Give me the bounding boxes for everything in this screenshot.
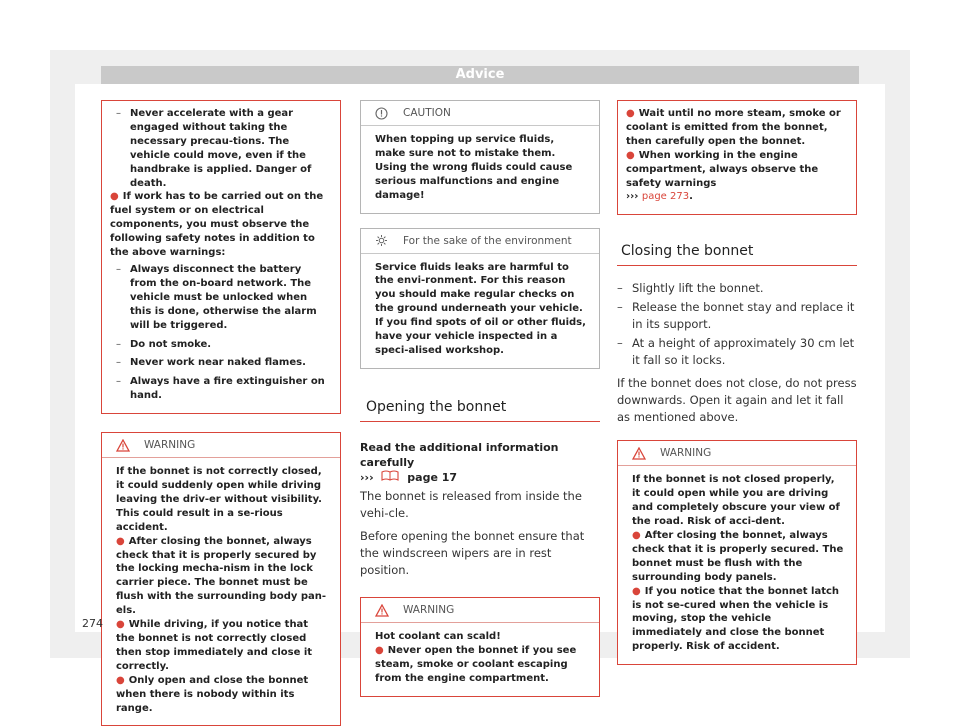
bullet-icon: ●	[632, 585, 641, 597]
warning-subitem: – Always disconnect the battery from the on-board network. The vehicle must be unlocked when this is done, otherwise the alarm will be triggered.	[116, 263, 330, 333]
warning-bullet: ● While driving, if you notice that the bonnet is not correctly closed then stop immediately and close it correctly.	[116, 619, 313, 672]
warning-bullet: ● Only open and close the bonnet when there is nobody within its range.	[116, 674, 309, 714]
warning-box	[617, 440, 857, 665]
environment-icon	[375, 234, 403, 247]
warning-bullet: ● If you notice that the bonnet latch is not se-cured when the vehicle is moving, stop the vehicle immediately and close the bonnet properly. Risk of accident.	[632, 585, 840, 653]
caution-circle-icon	[375, 107, 403, 120]
read-more: Read the additional information carefully	[360, 440, 559, 469]
paragraph: Before opening the bonnet ensure that the windscreen wipers are in rest position.	[360, 529, 585, 578]
warning-subitem: – Always have a fire extinguisher on hand.	[116, 375, 330, 403]
warning-subitem: – Never work near naked flames.	[116, 356, 330, 370]
caution-box	[360, 100, 600, 214]
warning-box	[101, 432, 341, 726]
warning-bullet: ● Wait until no more steam, smoke or coolant is emitted from the bonnet, then carefully open the bonnet.	[626, 108, 841, 147]
warning-header	[618, 441, 856, 466]
bullet-icon: ●	[116, 619, 125, 631]
column-3	[617, 100, 857, 665]
bullet-icon: ●	[116, 674, 125, 686]
step-item: – Slightly lift the bonnet.	[617, 280, 857, 297]
warning-bullet: ● After closing the bonnet, always check that it is properly secured. The bonnet must be flush with the surrounding body panels.	[632, 529, 844, 583]
book-icon	[381, 470, 399, 485]
warning-intro: If the bonnet is not closed properly, it could open while you are driving and completely obscure your view of the road. Risk of acci-dent.	[632, 474, 840, 528]
environment-header	[361, 229, 599, 254]
page-number: 274	[82, 617, 103, 630]
page-header: Advice	[101, 66, 859, 84]
caution-header	[361, 101, 599, 126]
bullet-icon: ●	[116, 535, 125, 547]
warning-triangle-icon	[375, 604, 403, 617]
paragraph: If the bonnet does not close, do not press downwards. Open it again and let it fall as mentioned above.	[617, 376, 857, 425]
warning-triangle-icon	[116, 439, 144, 452]
warning-box	[360, 597, 600, 697]
bullet-icon: ●	[626, 149, 635, 161]
warning-body	[618, 466, 856, 664]
section-heading-text: Closing the bonnet	[621, 243, 754, 260]
warning-header	[102, 433, 340, 458]
page-reference: page 273	[641, 191, 690, 203]
caution-title: CAUTION	[403, 107, 451, 119]
column-1	[101, 100, 341, 726]
section-body	[360, 440, 600, 580]
warning-subitem: – Do not smoke.	[116, 338, 330, 352]
step-item: – Release the bonnet stay and replace it in its support.	[617, 299, 857, 333]
bullet-icon: ●	[626, 108, 635, 119]
warning-intro: Hot coolant can scald!	[375, 631, 501, 643]
page-reference: page 17	[407, 470, 458, 484]
warning-item: – Never accelerate with a gear engaged without taking the necessary precau-tions. The vehicle could move, even if the handbrake is applied. Danger of death.	[116, 107, 330, 190]
section-heading	[360, 399, 600, 422]
section-heading	[617, 243, 857, 266]
warning-bullet: ● If work has to be carried out on the fuel system or on electrical components, you must observe the following safety notes in addition to the above warnings:	[110, 191, 324, 259]
warning-continued-box	[101, 100, 341, 414]
read-more-link[interactable]: ››› page 17	[360, 470, 458, 484]
environment-body: Service fluids leaks are harmful to the envi-ronment. For this reason you should make regular checks on the ground underneath your vehicle. If you find spots of oil or other fluids, have your vehicle inspected in a speci-alised workshop.	[375, 261, 586, 356]
warning-intro: If the bonnet is not correctly closed, it could suddenly open while driving leaving the driv-er without visibility. This could result in a se-rious accident.	[116, 466, 322, 533]
safety-link[interactable]: ››› page 273.	[626, 191, 693, 203]
environment-title: For the sake of the environment	[403, 234, 572, 247]
section-body	[617, 280, 857, 426]
section-heading-text: Opening the bonnet	[366, 398, 507, 415]
column-2	[360, 100, 600, 697]
warning-body	[361, 623, 599, 696]
warning-body	[102, 458, 340, 725]
warning-bullet: ● Never open the bonnet if you see steam, smoke or coolant escaping from the engine compartment.	[375, 645, 577, 685]
warning-bullet: ● After closing the bonnet, always check that it is properly secured by the locking mecha-nism in the lock carrier piece. The bonnet must be flush with the surrounding body pan-els.	[116, 535, 327, 617]
bullet-icon: ●	[375, 645, 384, 657]
bullet-icon: ●	[632, 529, 641, 541]
environment-box	[360, 228, 600, 369]
step-item: – At a height of approximately 30 cm let it fall so it locks.	[617, 335, 857, 369]
warning-bullet: ● When working in the engine compartment, always observe the safety warnings	[626, 149, 819, 189]
warning-title: WARNING	[403, 604, 455, 617]
warning-continued-box	[617, 100, 857, 215]
warning-title: WARNING	[144, 439, 196, 452]
warning-triangle-icon	[632, 447, 660, 460]
warning-title: WARNING	[660, 447, 712, 460]
paragraph: The bonnet is released from inside the vehi-cle.	[360, 489, 582, 521]
bullet-icon: ●	[110, 191, 119, 203]
caution-body: When topping up service fluids, make sure not to mistake them. Using the wrong fluids could cause serious malfunctions and engine damage!	[375, 134, 573, 201]
warning-header	[361, 598, 599, 623]
